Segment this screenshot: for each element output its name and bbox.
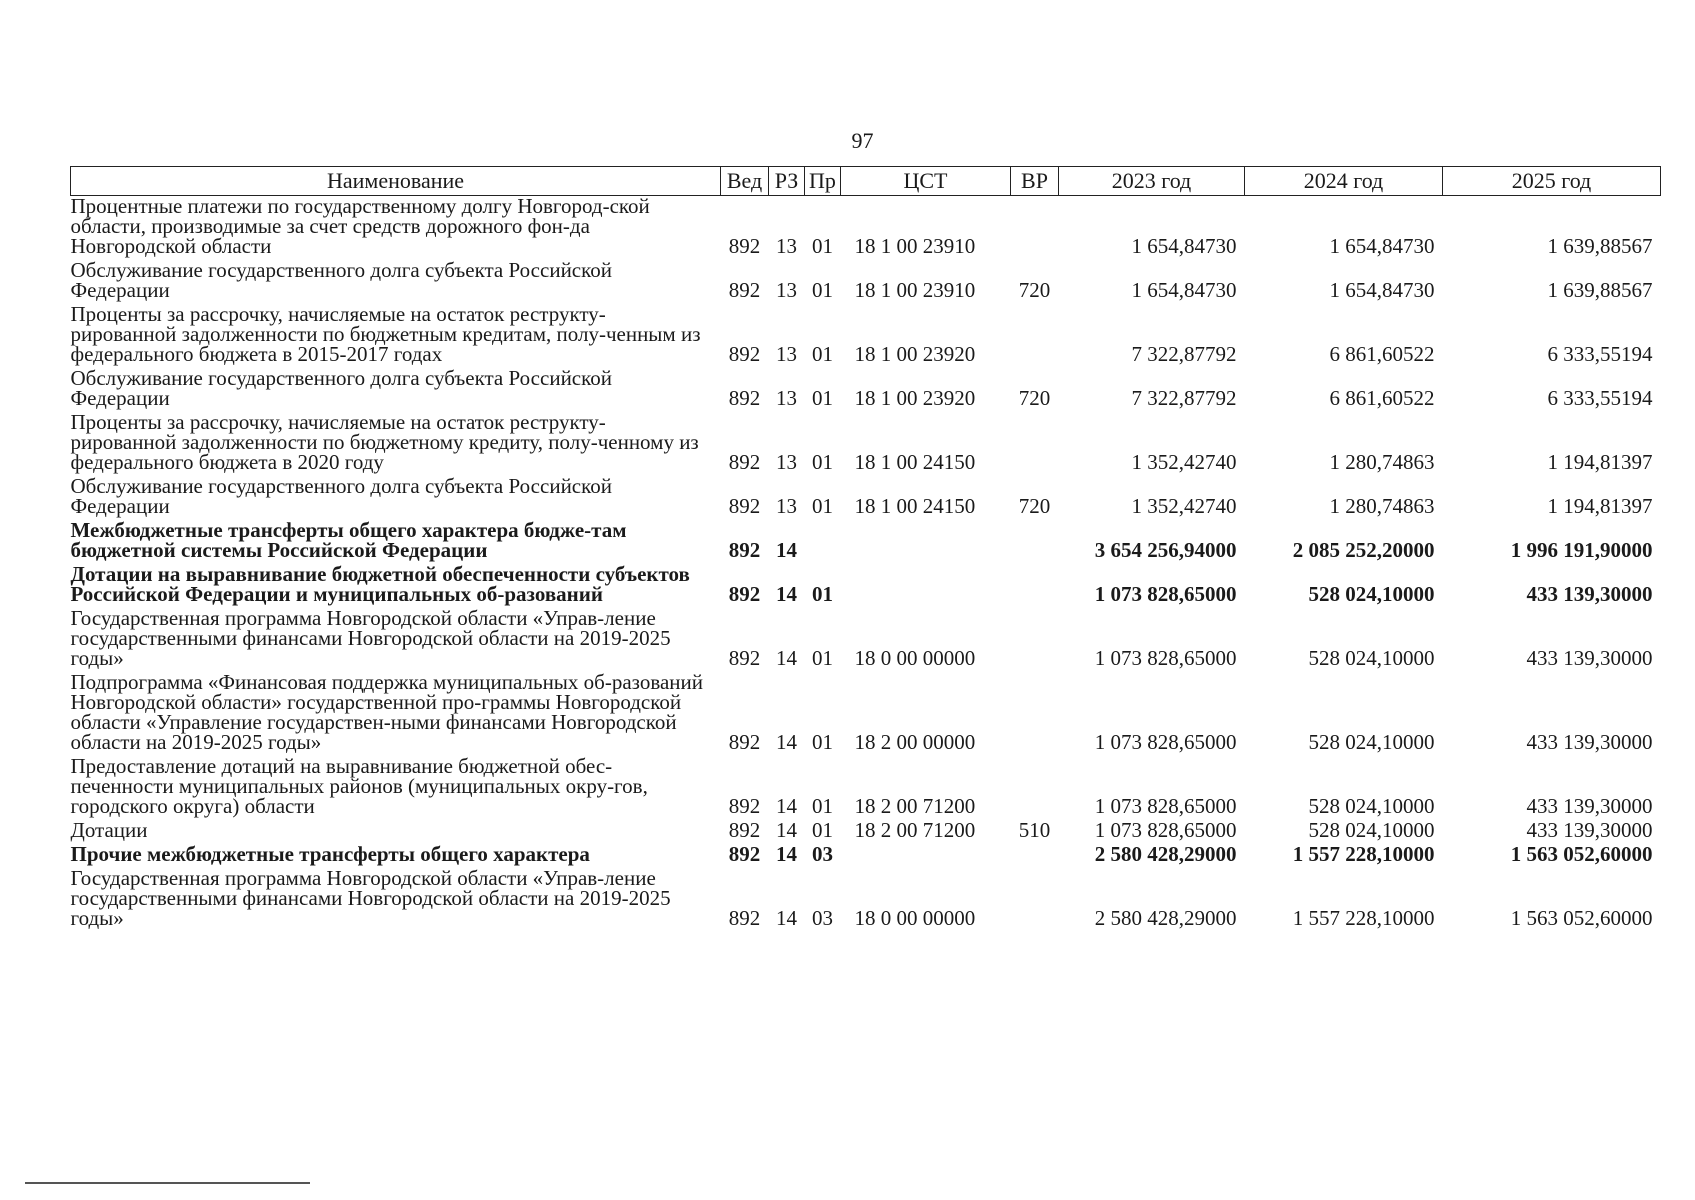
row-2023: 1 654,84730	[1131, 234, 1237, 258]
table-row	[71, 368, 1661, 412]
row-ved: 892	[728, 730, 761, 754]
row-rz: 14	[776, 538, 797, 562]
row-name: Обслуживание государственного долга субъекта Российской Федерации	[70, 366, 612, 410]
table-row	[71, 756, 1661, 820]
row-rz: 13	[776, 278, 797, 302]
row-2023: 1 073 828,65000	[1094, 794, 1237, 818]
row-ved: 892	[728, 494, 761, 518]
row-2023: 1 352,42740	[1131, 450, 1237, 474]
budget-table	[70, 166, 1661, 932]
row-2023: 1 073 828,65000	[1094, 818, 1237, 842]
row-pr: 01	[812, 342, 833, 366]
row-2023: 1 073 828,65000	[1094, 646, 1237, 670]
row-2023: 1 073 828,65000	[1094, 582, 1237, 606]
row-rz: 14	[776, 906, 797, 930]
row-2023: 2 580 428,29000	[1094, 906, 1237, 930]
row-name: Государственная программа Новгородской области «Управ-ление государственными финансами Новгородской области на 2019-2025 годы»	[70, 866, 671, 930]
row-rz: 14	[776, 646, 797, 670]
row-2025: 433 139,30000	[1526, 818, 1653, 842]
table-row	[71, 564, 1661, 608]
row-cst: 18 1 00 23910	[854, 278, 976, 302]
row-ved: 892	[728, 818, 761, 842]
row-rz: 14	[776, 730, 797, 754]
row-ved: 892	[728, 842, 761, 866]
row-vr	[1011, 844, 1059, 868]
page-number: 97	[851, 128, 874, 153]
row-ved: 892	[728, 234, 761, 258]
row-vr: 720	[1018, 386, 1051, 410]
row-2025: 433 139,30000	[1526, 794, 1653, 818]
header-pr: Пр	[805, 167, 841, 196]
row-vr	[1011, 608, 1059, 672]
row-ved: 892	[728, 538, 761, 562]
row-pr: 01	[812, 582, 833, 606]
row-2023: 7 322,87792	[1131, 386, 1237, 410]
table-row	[71, 868, 1661, 932]
row-pr: 01	[812, 234, 833, 258]
row-2023: 3 654 256,94000	[1094, 538, 1237, 562]
table-row	[71, 844, 1661, 868]
row-name: Государственная программа Новгородской области «Управ-ление государственными финансами Новгородской области на 2019-2025 годы»	[70, 606, 671, 670]
row-rz: 13	[776, 494, 797, 518]
row-rz: 14	[776, 582, 797, 606]
row-2024: 528 024,10000	[1308, 646, 1435, 670]
row-cst: 18 0 00 00000	[854, 906, 976, 930]
row-2024: 528 024,10000	[1308, 818, 1435, 842]
row-vr	[1011, 756, 1059, 820]
row-rz: 14	[776, 818, 797, 842]
row-pr: 03	[812, 906, 833, 930]
row-ved: 892	[728, 342, 761, 366]
row-vr: 720	[1018, 278, 1051, 302]
row-name: Подпрограмма «Финансовая поддержка муниципальных об-разований Новгородской области» государственной про-граммы Новгородской области «Управление государствен-ными финансами Новгородской области на 2019-2025 годы»	[70, 670, 704, 754]
row-vr	[1011, 304, 1059, 368]
row-2023: 1 352,42740	[1131, 494, 1237, 518]
row-cst: 18 2 00 00000	[854, 730, 976, 754]
row-ved: 892	[728, 450, 761, 474]
row-name: Процентные платежи по государственному долгу Новгород-ской области, производимые за счет средств дорожного фон-да Новгородской области	[70, 194, 650, 258]
row-cst: 18 1 00 24150	[854, 494, 976, 518]
row-2025: 1 639,88567	[1547, 234, 1653, 258]
row-2023: 1 654,84730	[1131, 278, 1237, 302]
row-ved: 892	[728, 794, 761, 818]
row-name: Предоставление дотаций на выравнивание бюджетной обес-печенности муниципальных районов (муниципальных окру-гов, городского округа) области	[70, 754, 648, 818]
row-vr	[1011, 412, 1059, 476]
row-rz: 13	[776, 450, 797, 474]
row-cst: 18 2 00 71200	[854, 794, 976, 818]
row-vr	[1011, 564, 1059, 608]
footer-divider	[25, 1182, 310, 1184]
row-vr: 510	[1018, 818, 1051, 842]
row-2025: 6 333,55194	[1547, 342, 1653, 366]
row-cst: 18 1 00 23920	[854, 386, 976, 410]
row-ved: 892	[728, 646, 761, 670]
row-2024: 1 280,74863	[1329, 450, 1435, 474]
row-cst: 18 1 00 24150	[854, 450, 976, 474]
row-2024: 6 861,60522	[1329, 386, 1435, 410]
table-row	[71, 304, 1661, 368]
row-ved: 892	[728, 386, 761, 410]
header-rz: РЗ	[769, 167, 805, 196]
table-row	[71, 260, 1661, 304]
row-name: Дотации	[70, 818, 148, 842]
row-vr	[1011, 672, 1059, 756]
row-rz: 14	[776, 842, 797, 866]
row-cst: 18 1 00 23920	[854, 342, 976, 366]
row-cst	[841, 564, 1011, 608]
row-name: Межбюджетные трансферты общего характера бюдже-там бюджетной системы Российской Федерации	[70, 518, 627, 562]
row-cst: 18 1 00 23910	[854, 234, 976, 258]
row-rz: 13	[776, 386, 797, 410]
row-2024: 528 024,10000	[1308, 582, 1435, 606]
table-row	[71, 820, 1661, 844]
row-cst: 18 0 00 00000	[854, 646, 976, 670]
row-pr: 01	[812, 450, 833, 474]
header-ved: Вед	[721, 167, 769, 196]
table-row	[71, 476, 1661, 520]
row-cst	[841, 844, 1011, 868]
row-2025: 1 194,81397	[1547, 494, 1653, 518]
row-2025: 1 563 052,60000	[1510, 906, 1653, 930]
row-2025: 1 563 052,60000	[1510, 842, 1653, 866]
row-name: Обслуживание государственного долга субъекта Российской Федерации	[70, 258, 612, 302]
row-2025: 1 639,88567	[1547, 278, 1653, 302]
row-pr: 01	[812, 386, 833, 410]
header-vr: ВР	[1011, 167, 1059, 196]
row-name: Дотации на выравнивание бюджетной обеспеченности субъектов Российской Федерации и муниципальных об-разований	[70, 562, 690, 606]
table-header-row	[71, 167, 1661, 196]
row-ved: 892	[728, 906, 761, 930]
row-2025: 6 333,55194	[1547, 386, 1653, 410]
row-ved: 892	[728, 278, 761, 302]
row-2025: 1 996 191,90000	[1510, 538, 1653, 562]
row-2024: 528 024,10000	[1308, 730, 1435, 754]
row-vr: 720	[1018, 494, 1051, 518]
row-cst: 18 2 00 71200	[854, 818, 976, 842]
header-2025: 2025 год	[1443, 167, 1661, 196]
table-row	[71, 608, 1661, 672]
row-2024: 2 085 252,20000	[1292, 538, 1435, 562]
row-2024: 1 557 228,10000	[1292, 842, 1435, 866]
row-name: Прочие межбюджетные трансферты общего характера	[70, 842, 590, 866]
row-name: Проценты за рассрочку, начисляемые на остаток реструкту-рированной задолженности по бюджетным кредитам, полу-ченным из федерального бюджета в 2015-2017 годах	[70, 302, 701, 366]
row-2024: 1 654,84730	[1329, 234, 1435, 258]
row-pr	[805, 520, 841, 564]
header-cst: ЦСТ	[841, 167, 1011, 196]
table-row	[71, 520, 1661, 564]
row-pr: 01	[812, 794, 833, 818]
row-2024: 1 280,74863	[1329, 494, 1435, 518]
row-rz: 13	[776, 234, 797, 258]
row-2024: 1 654,84730	[1329, 278, 1435, 302]
row-cst	[841, 520, 1011, 564]
row-pr: 01	[812, 730, 833, 754]
row-ved: 892	[728, 582, 761, 606]
row-name: Обслуживание государственного долга субъекта Российской Федерации	[70, 474, 612, 518]
row-rz: 14	[776, 794, 797, 818]
row-pr: 01	[812, 646, 833, 670]
row-rz: 13	[776, 342, 797, 366]
row-2024: 6 861,60522	[1329, 342, 1435, 366]
header-name: Наименование	[71, 167, 721, 196]
row-2023: 7 322,87792	[1131, 342, 1237, 366]
row-2025: 1 194,81397	[1547, 450, 1653, 474]
row-vr	[1011, 868, 1059, 932]
row-pr: 01	[812, 494, 833, 518]
table-row	[71, 672, 1661, 756]
row-vr	[1011, 196, 1059, 261]
row-2024: 1 557 228,10000	[1292, 906, 1435, 930]
table-row	[71, 412, 1661, 476]
row-2025: 433 139,30000	[1526, 646, 1653, 670]
table-row	[71, 196, 1661, 261]
row-name: Проценты за рассрочку, начисляемые на остаток реструкту-рированной задолженности по бюджетному кредиту, полу-ченному из федерального бюджета в 2020 году	[70, 410, 699, 474]
row-vr	[1011, 520, 1059, 564]
row-pr: 01	[812, 278, 833, 302]
header-2023: 2023 год	[1059, 167, 1245, 196]
row-2024: 528 024,10000	[1308, 794, 1435, 818]
row-2025: 433 139,30000	[1526, 730, 1653, 754]
row-pr: 03	[812, 842, 833, 866]
row-pr: 01	[812, 818, 833, 842]
row-2023: 1 073 828,65000	[1094, 730, 1237, 754]
row-2023: 2 580 428,29000	[1094, 842, 1237, 866]
row-2025: 433 139,30000	[1526, 582, 1653, 606]
header-2024: 2024 год	[1245, 167, 1443, 196]
